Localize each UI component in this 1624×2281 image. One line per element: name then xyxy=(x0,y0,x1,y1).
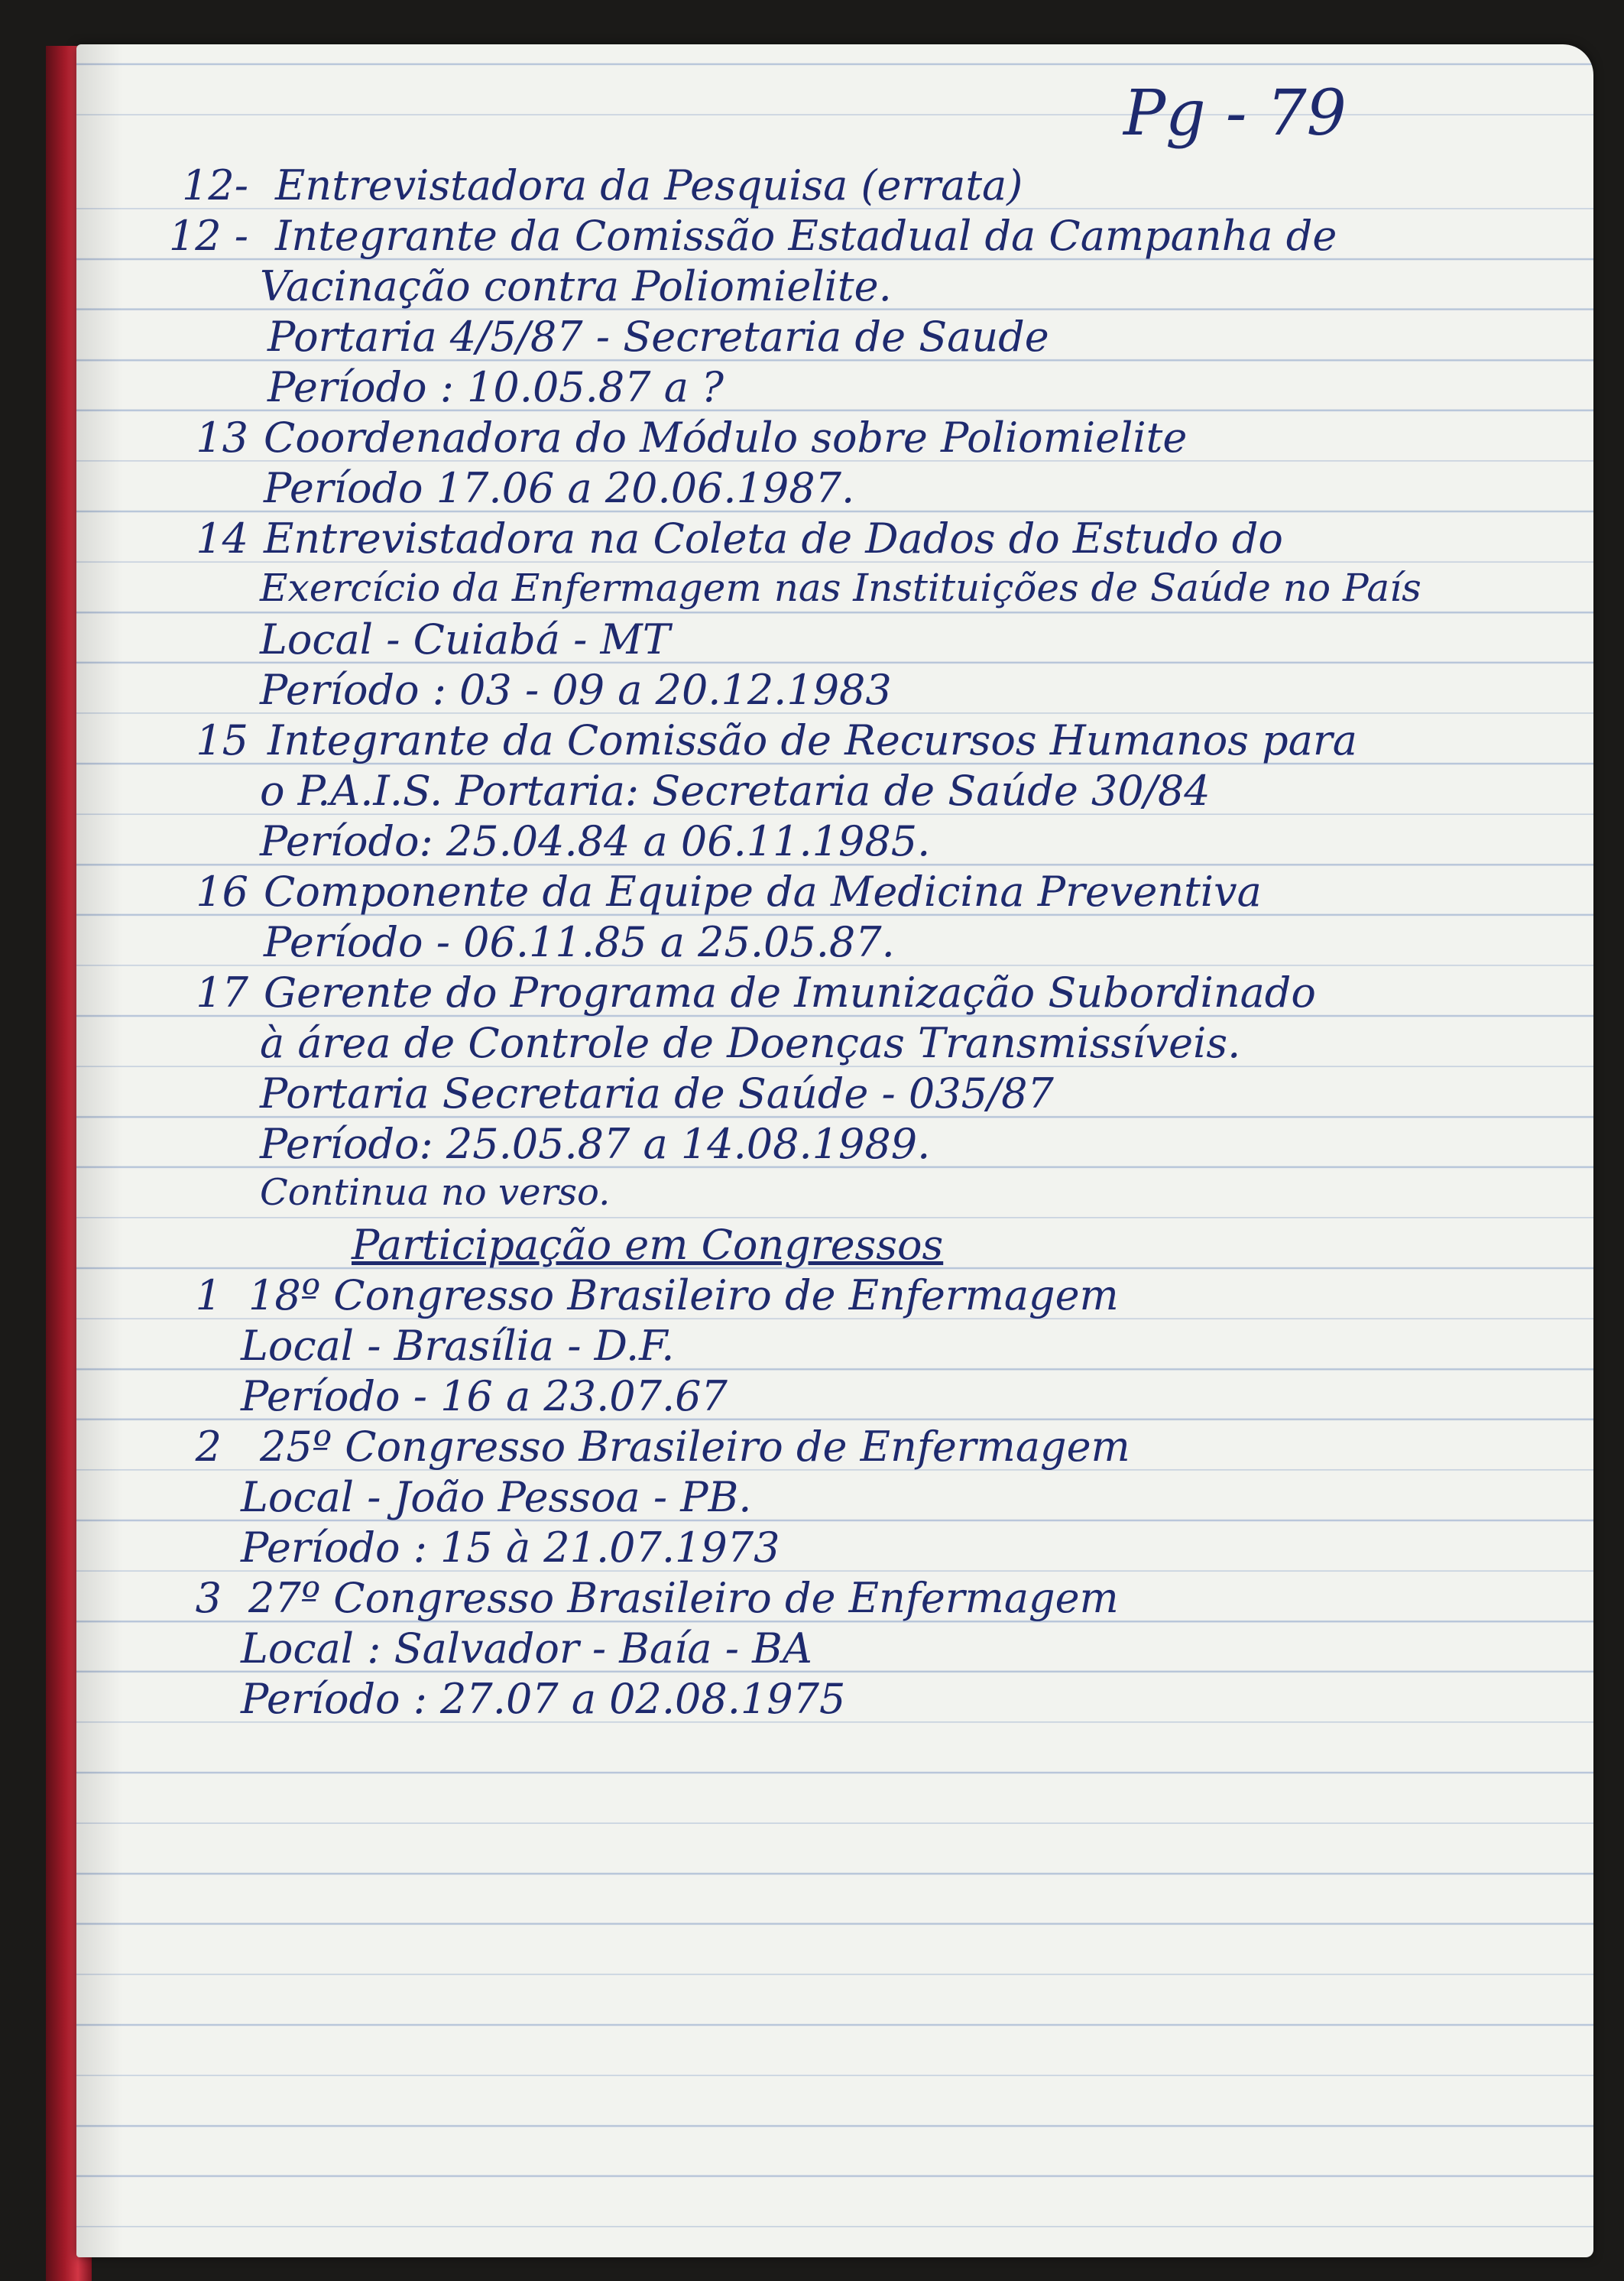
entry-line: Período : 03 - 09 a 20.12.1983 xyxy=(260,666,892,714)
entry-line: Entrevistadora da Pesquisa (errata) xyxy=(275,161,1023,209)
entry-number: 13 xyxy=(196,414,248,462)
congress-period: Período : 27.07 a 02.08.1975 xyxy=(241,1675,846,1723)
entry-line: o P.A.I.S. Portaria: Secretaria de Saúde 30/84 xyxy=(260,767,1211,815)
continues-note: Continua no verso. xyxy=(260,1171,611,1214)
entry-number: 16 xyxy=(196,868,248,916)
congress-local: Local - Brasília - D.F. xyxy=(241,1322,675,1370)
congress-number: 3 xyxy=(195,1574,222,1622)
congress-number: 1 xyxy=(195,1271,222,1319)
congress-title: 27º Congresso Brasileiro de Enfermagem xyxy=(248,1574,1119,1622)
entry-line: Portaria 4/5/87 - Secretaria de Saude xyxy=(267,313,1049,361)
entry-number: 15 xyxy=(196,716,248,764)
congress-title: 25º Congresso Brasileiro de Enfermagem xyxy=(260,1423,1130,1471)
congress-heading: Participação em Congressos xyxy=(352,1221,944,1269)
entry-line: Vacinação contra Poliomielite. xyxy=(260,262,892,310)
congress-number: 2 xyxy=(195,1423,222,1471)
entry-line: Período 17.06 a 20.06.1987. xyxy=(264,464,855,512)
notebook-page xyxy=(76,44,1593,2257)
entry-number: 12- xyxy=(182,161,248,209)
entry-line: à área de Controle de Doenças Transmissíveis. xyxy=(260,1019,1241,1067)
entry-line: Período : 10.05.87 a ? xyxy=(267,363,724,411)
entry-line: Coordenadora do Módulo sobre Poliomielite xyxy=(264,414,1188,462)
entry-number: 14 xyxy=(196,514,248,563)
entry-line: Local - Cuiabá - MT xyxy=(260,615,670,664)
entry-line: Período - 06.11.85 a 25.05.87. xyxy=(264,918,895,966)
congress-local: Local : Salvador - Baía - BA xyxy=(241,1624,812,1673)
entry-line: Período: 25.05.87 a 14.08.1989. xyxy=(260,1120,931,1168)
entry-line: Componente da Equipe da Medicina Preventiva xyxy=(264,868,1262,916)
page-number: Pg - 79 xyxy=(1123,77,1347,150)
entry-line: Portaria Secretaria de Saúde - 035/87 xyxy=(260,1069,1054,1118)
congress-local: Local - João Pessoa - PB. xyxy=(241,1473,752,1521)
congress-title: 18º Congresso Brasileiro de Enfermagem xyxy=(248,1271,1119,1319)
entry-line: Período: 25.04.84 a 06.11.1985. xyxy=(260,817,931,865)
entry-line: Exercício da Enfermagem nas Instituições de Saúde no País xyxy=(260,566,1421,610)
entry-line: Integrante da Comissão Estadual da Campanha de xyxy=(275,212,1337,260)
entry-line: Gerente do Programa de Imunização Subordinado xyxy=(264,969,1316,1017)
congress-period: Período - 16 a 23.07.67 xyxy=(241,1372,728,1420)
entry-line: Integrante da Comissão de Recursos Humanos para xyxy=(267,716,1357,764)
entry-number: 12 - xyxy=(168,212,248,260)
entry-line: Entrevistadora na Coleta de Dados do Estudo do xyxy=(264,514,1283,563)
entry-number: 17 xyxy=(196,969,248,1017)
congress-period: Período : 15 à 21.07.1973 xyxy=(241,1523,780,1572)
